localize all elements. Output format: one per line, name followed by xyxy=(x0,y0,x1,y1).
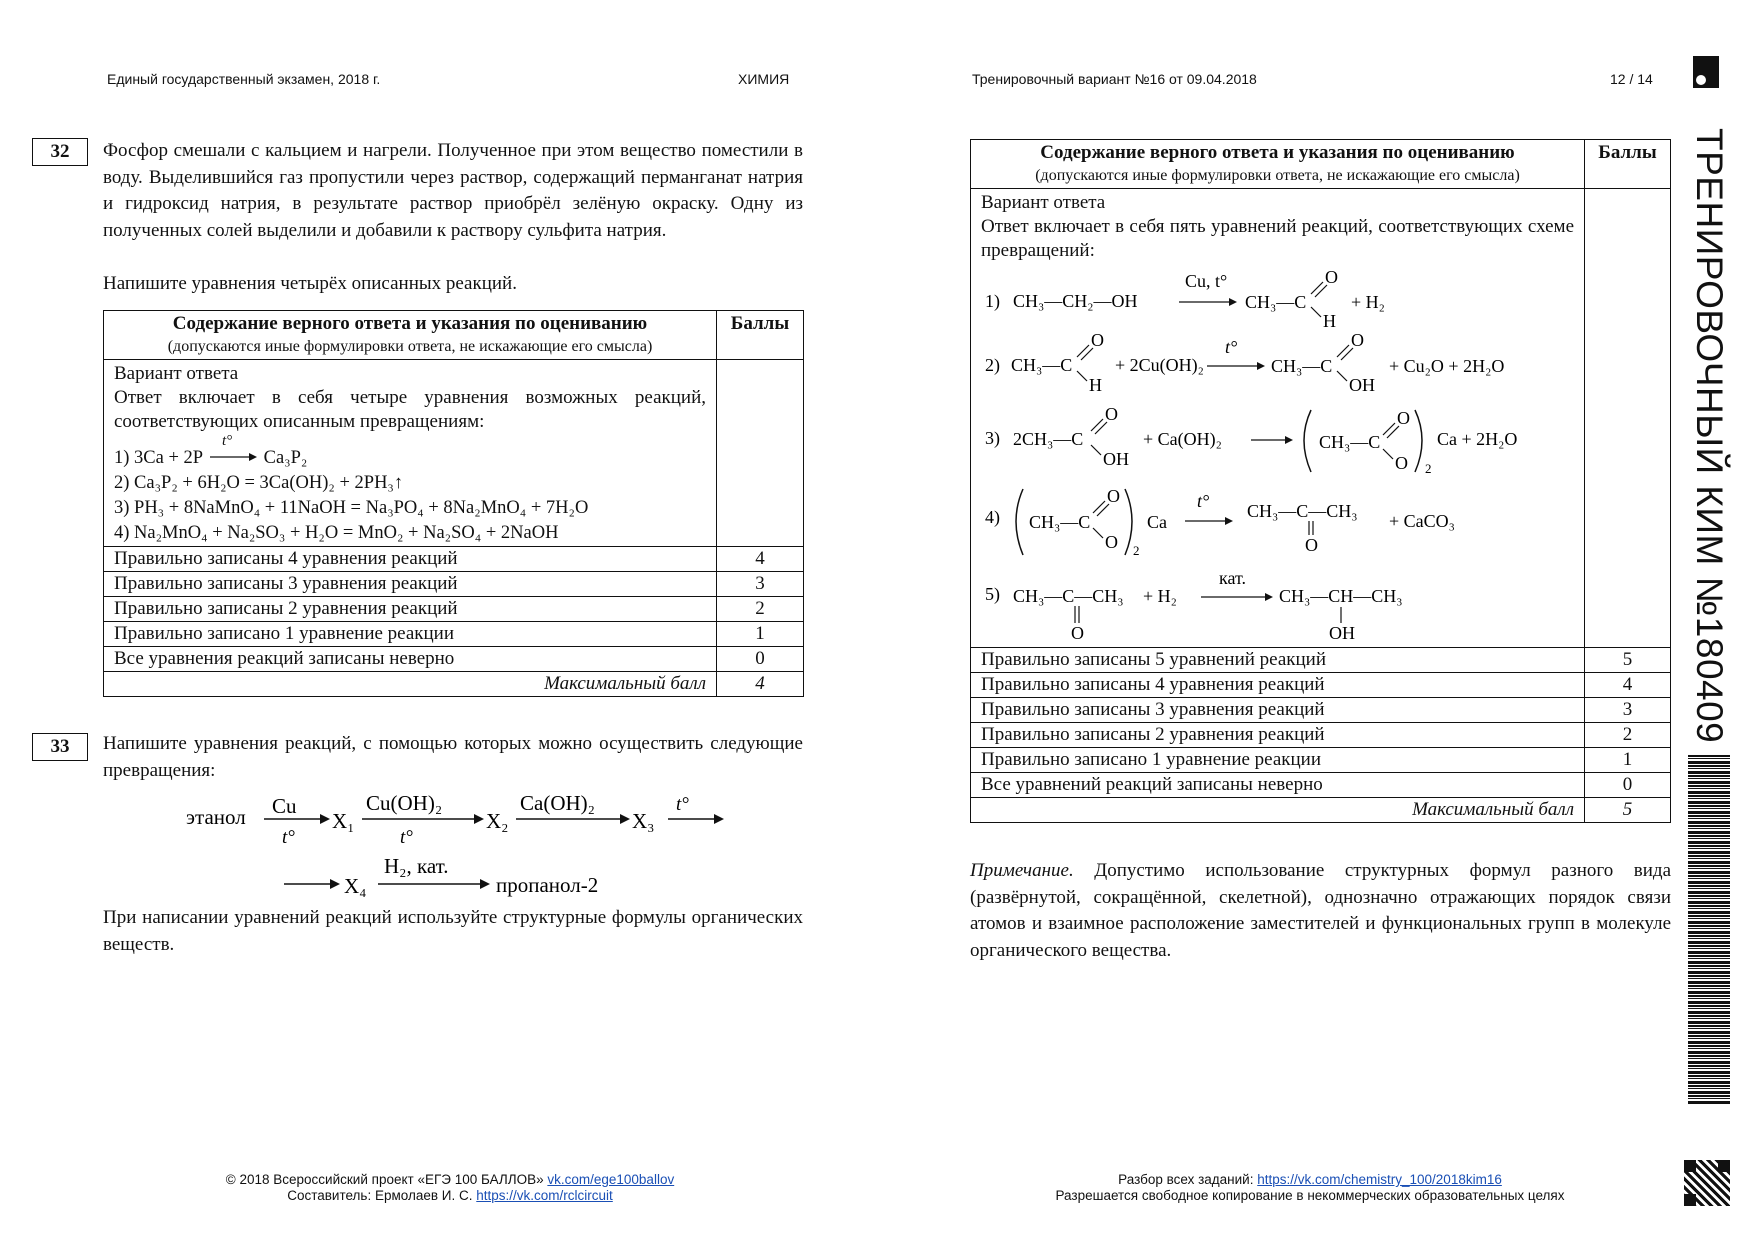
table-row: Правильно записаны 5 уравнений реакций 5 xyxy=(971,648,1671,673)
svg-text:1): 1) xyxy=(985,291,1000,311)
svg-text:O: O xyxy=(1107,486,1120,506)
footer-left: © 2018 Всероссийский проект «ЕГЭ 100 БАЛЛОВ» vk.com/ege100ballov Составитель: Ермолаев И. С. https://vk.com/rclcircuit xyxy=(225,1172,675,1203)
svg-text:CH₃—CH₂—OH: CH₃—CH₂—OH xyxy=(1013,291,1138,311)
svg-text:Cu(OH)₂: Cu(OH)₂ xyxy=(366,791,443,815)
equation-1: 1) 3Ca + 2P t° Ca₃P₂ xyxy=(114,433,308,468)
svg-text:t°: t° xyxy=(1197,491,1210,511)
table-max-row: Максимальный балл 4 xyxy=(104,672,804,697)
task-32-grading-table xyxy=(103,310,804,697)
svg-text:2: 2 xyxy=(1133,543,1140,558)
table-row: Все уравнения реакций записаны неверно 0 xyxy=(104,647,804,672)
svg-text:OH: OH xyxy=(1349,375,1375,395)
svg-text:O: O xyxy=(1071,623,1084,643)
svg-text:CH₃—C: CH₃—C xyxy=(1319,432,1381,452)
svg-text:O: O xyxy=(1305,535,1318,555)
equation-4: 4) Na₂MnO₄ + Na₂SO₃ + H₂O = MnO₂ + Na₂SO₄ + 2NaOH xyxy=(114,523,559,543)
svg-text:O: O xyxy=(1395,453,1408,473)
svg-text:+ CaCO₃: + CaCO₃ xyxy=(1389,511,1455,531)
scheme-start: этанол xyxy=(186,805,246,829)
table-row: Правильно записаны 2 уравнения реакций 2 xyxy=(104,597,804,622)
table-row: Правильно записано 1 уравнение реакции 1 xyxy=(104,622,804,647)
table-row: Правильно записаны 4 уравнения реакций 4 xyxy=(971,673,1671,698)
task-32-text: Фосфор смешали с кальцием и нагрели. Полученное при этом вещество поместили в воду. Выделившийся газ пропустили через раствор, содержащий перманганат натрия и гидроксид натрия, в результате раствор приобрёл зелёную окраску. Одну из полученных солей выделили и добавили к раствору сульфита натрия. xyxy=(103,140,803,241)
variant-label: Вариант ответа xyxy=(981,192,1106,213)
task-32-number: 32 xyxy=(32,138,88,166)
task-33-number: 33 xyxy=(32,733,88,761)
svg-text:+ 2Cu(OH)₂: + 2Cu(OH)₂ xyxy=(1115,355,1204,375)
svg-text:CH₃—C: CH₃—C xyxy=(1029,512,1091,532)
svg-text:OH: OH xyxy=(1329,623,1355,643)
svg-text:+ Cu₂O + 2H₂O: + Cu₂O + 2H₂O xyxy=(1389,356,1505,376)
svg-text:t°: t° xyxy=(676,794,689,815)
svg-text:X₃: X₃ xyxy=(632,809,655,833)
remark-text: Допустимо использование структурных формул разного вида (развёрнутой, сокращённой, скелетной), однозначно отражающих порядок связи атомов и взаимное расположение заместителей и функциональных групп в молекуле органического вещества. xyxy=(970,860,1672,961)
svg-text:+ Ca(OH)₂: + Ca(OH)₂ xyxy=(1143,429,1222,449)
svg-text:2: 2 xyxy=(1425,461,1432,476)
svg-text:t°: t° xyxy=(282,827,295,848)
task-33-note: При написании уравнений реакций используйте структурные формулы органических веществ. xyxy=(103,907,803,955)
footer-link-analysis[interactable]: https://vk.com/chemistry_100/2018kim16 xyxy=(1257,1172,1502,1187)
svg-text:+ H₂: + H₂ xyxy=(1143,586,1177,606)
svg-text:O: O xyxy=(1351,330,1364,350)
svg-text:CH₃—C: CH₃—C xyxy=(1245,292,1307,312)
table-row: Все уравнений реакций записаны неверно 0 xyxy=(971,773,1671,798)
side-title: ТРЕНИРОВОЧНЫЙ КИМ №180409 xyxy=(1689,128,1730,744)
svg-text:H: H xyxy=(1323,311,1336,331)
svg-text:кат.: кат. xyxy=(1219,568,1247,588)
svg-text:t°: t° xyxy=(400,827,413,848)
svg-text:+ H₂: + H₂ xyxy=(1351,292,1385,312)
svg-text:4): 4) xyxy=(985,507,1000,527)
table-header-row: Содержание верного ответа и указания по оцениванию (допускаются иные формулировки ответа, не искажающие его смысла) Баллы xyxy=(971,140,1671,189)
svg-text:CH₃—C—CH₃: CH₃—C—CH₃ xyxy=(1247,501,1358,521)
svg-text:O: O xyxy=(1105,532,1118,552)
svg-text:O: O xyxy=(1325,267,1338,287)
svg-text:O: O xyxy=(1091,330,1104,350)
svg-text:H: H xyxy=(1089,375,1102,395)
task-32-question: Напишите уравнения четырёх описанных реакций. xyxy=(103,273,517,294)
svg-text:CH₃—C—CH₃: CH₃—C—CH₃ xyxy=(1013,586,1124,606)
footer-link-project[interactable]: vk.com/ege100ballov xyxy=(547,1172,675,1187)
svg-text:O: O xyxy=(1397,408,1410,428)
equation-2: 2) Ca₃P₂ + 6H₂O = 3Ca(OH)₂ + 2PH₃↑ xyxy=(114,473,404,493)
svg-text:3): 3) xyxy=(985,428,1000,448)
svg-text:CH₃—C: CH₃—C xyxy=(1011,355,1073,375)
corner-marker-icon xyxy=(1693,56,1719,88)
header-exam-title: Единый государственный экзамен, 2018 г. xyxy=(107,71,381,87)
task-33-grading-table xyxy=(970,139,1671,823)
svg-text:X₄: X₄ xyxy=(344,874,367,898)
task-33-text: Напишите уравнения реакций, с помощью которых можно осуществить следующие превращения: xyxy=(103,733,803,781)
svg-text:CH₃—C: CH₃—C xyxy=(1271,356,1333,376)
table-header-points: Баллы xyxy=(717,311,804,360)
barcode-icon xyxy=(1688,755,1730,1105)
svg-text:Ca + 2H₂O: Ca + 2H₂O xyxy=(1437,429,1518,449)
table-row: Правильно записаны 3 уравнения реакций 3 xyxy=(104,572,804,597)
table-row: Правильно записаны 2 уравнения реакций 2 xyxy=(971,723,1671,748)
equation-3: 3) PH₃ + 8NaMnO₄ + 11NaOH = Na₃PO₄ + 8Na₂MnO₄ + 7H₂O xyxy=(114,498,589,518)
svg-text:5): 5) xyxy=(985,584,1000,604)
answer-intro: Ответ включает в себя пять уравнений реакций, соответствующих схеме превращений: xyxy=(981,216,1574,261)
variant-label: Вариант ответа xyxy=(114,363,239,384)
svg-text:X₁: X₁ xyxy=(332,809,355,833)
svg-text:O: O xyxy=(1105,404,1118,424)
svg-text:2): 2) xyxy=(985,355,1000,375)
header-page-number: 12 / 14 xyxy=(1610,71,1653,87)
header-subject: ХИМИЯ xyxy=(738,71,790,87)
task-33-scheme xyxy=(180,788,740,904)
svg-text:Ca(OH)₂: Ca(OH)₂ xyxy=(520,791,595,815)
table-row: Правильно записаны 4 уравнения реакций 4 xyxy=(104,547,804,572)
table-header-main: Содержание верного ответа и указания по оцениванию xyxy=(172,313,648,334)
svg-text:OH: OH xyxy=(1103,449,1129,469)
footer-link-author[interactable]: https://vk.com/rclcircuit xyxy=(476,1188,613,1203)
qr-code-icon xyxy=(1684,1160,1730,1206)
table-max-row: Максимальный балл 5 xyxy=(971,798,1671,823)
answer-intro: Ответ включает в себя четыре уравнения возможных реакций, соответствующих описанным превращениям: xyxy=(114,387,706,432)
svg-text:пропанол-2: пропанол-2 xyxy=(496,873,599,897)
footer-right: Разбор всех заданий: https://vk.com/chemistry_100/2018kim16 Разрешается свободное копирование в некоммерческих образовательных целях xyxy=(1055,1172,1565,1203)
table-header-sub: (допускаются иные формулировки ответа, не искажающие его смысла) xyxy=(167,338,653,355)
table-header-row xyxy=(104,311,804,360)
svg-text:Cu, t°: Cu, t° xyxy=(1185,271,1228,291)
remark-label: Примечание. xyxy=(970,860,1074,881)
svg-text:CH₃—CH—CH₃: CH₃—CH—CH₃ xyxy=(1279,586,1403,606)
svg-text:H₂, кат.: H₂, кат. xyxy=(384,854,449,878)
svg-text:t°: t° xyxy=(1225,337,1238,357)
svg-text:Cu: Cu xyxy=(272,794,297,818)
svg-text:Ca: Ca xyxy=(1147,512,1167,532)
table-row: Правильно записаны 3 уравнения реакций 3 xyxy=(971,698,1671,723)
svg-text:2CH₃—C: 2CH₃—C xyxy=(1013,429,1084,449)
task-33-remark xyxy=(970,858,1671,964)
reaction-equations xyxy=(979,267,1579,647)
svg-text:X₂: X₂ xyxy=(486,809,509,833)
header-variant: Тренировочный вариант №16 от 09.04.2018 xyxy=(972,71,1257,87)
table-row: Правильно записано 1 уравнение реакции 1 xyxy=(971,748,1671,773)
